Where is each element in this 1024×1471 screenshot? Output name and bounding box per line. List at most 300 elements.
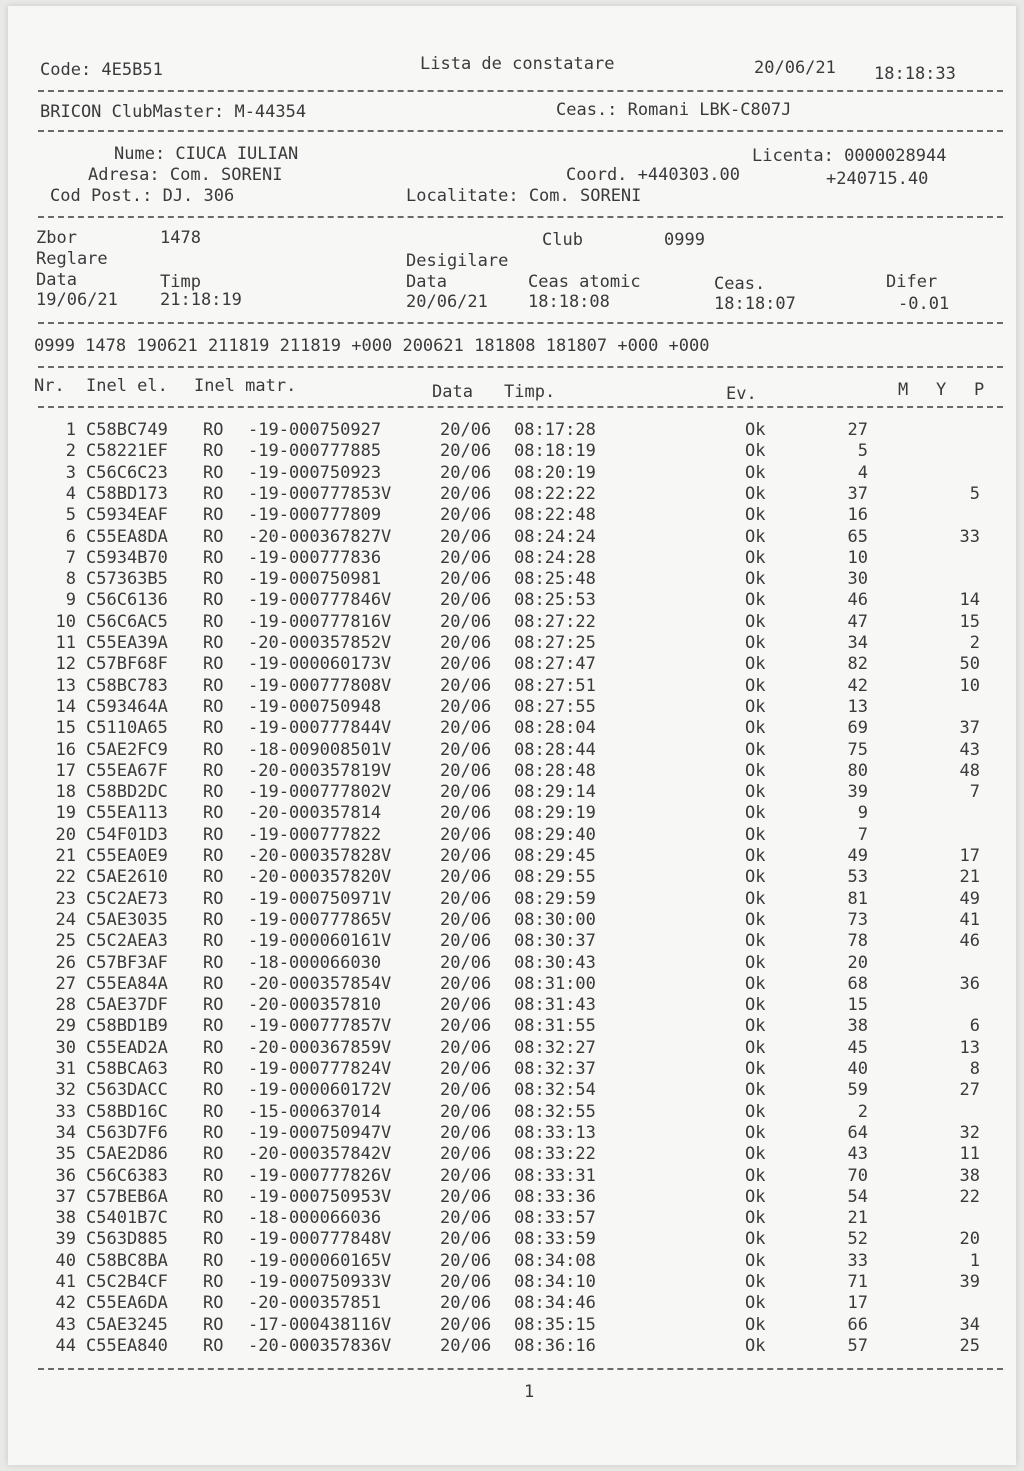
electronic-ring: C5AE37DF bbox=[86, 995, 168, 1016]
ring-number: -19-000777808V bbox=[248, 675, 392, 696]
electronic-ring: C57363B5 bbox=[86, 569, 168, 590]
event-status: Ok bbox=[745, 1335, 766, 1356]
table-row bbox=[8, 548, 1016, 569]
ring-number: -20-000357810 bbox=[248, 995, 382, 1016]
arrival-date: 20/06 bbox=[440, 1250, 492, 1271]
points-p: 21 bbox=[959, 867, 980, 888]
ring-number: -19-000060165V bbox=[248, 1250, 392, 1271]
event-status: Ok bbox=[745, 1165, 766, 1186]
country-code: RO bbox=[203, 483, 224, 504]
country-code: RO bbox=[203, 824, 224, 845]
event-status: Ok bbox=[745, 739, 766, 760]
country-code: RO bbox=[203, 462, 224, 483]
col-header-y: Y bbox=[936, 380, 947, 400]
points-m: 2 bbox=[857, 1101, 868, 1122]
points-m: 68 bbox=[847, 973, 868, 994]
ring-number: -18-000066036 bbox=[248, 1208, 382, 1229]
arrival-time: 08:33:59 bbox=[514, 1229, 596, 1250]
ring-number: -19-000750927 bbox=[248, 420, 382, 440]
electronic-ring: C57BF3AF bbox=[86, 952, 168, 973]
ring-number: -19-000777816V bbox=[248, 611, 392, 632]
points-m: 45 bbox=[847, 1037, 868, 1058]
club-master: BRICON ClubMaster: M-44354 bbox=[40, 102, 307, 122]
country-code: RO bbox=[203, 888, 224, 909]
arrival-date: 20/06 bbox=[440, 1144, 492, 1165]
row-number: 21 bbox=[55, 846, 76, 866]
row-number: 19 bbox=[55, 803, 76, 824]
event-status: Ok bbox=[745, 782, 766, 803]
points-p: 11 bbox=[959, 1144, 980, 1165]
ring-number: -19-000777865V bbox=[248, 909, 392, 930]
electronic-ring: C5934B70 bbox=[86, 547, 168, 568]
arrival-date: 20/06 bbox=[440, 739, 492, 760]
event-status: Ok bbox=[745, 1250, 766, 1271]
country-code: RO bbox=[203, 611, 224, 632]
country-code: RO bbox=[203, 590, 224, 611]
event-status: Ok bbox=[745, 420, 766, 440]
electronic-ring: C58BD1B9 bbox=[86, 1016, 168, 1037]
arrival-date: 20/06 bbox=[440, 526, 492, 547]
table-row bbox=[8, 1102, 1016, 1123]
electronic-ring: C55EA39A bbox=[86, 633, 168, 653]
table-row bbox=[8, 1166, 1016, 1187]
table-row bbox=[8, 1272, 1016, 1293]
points-p: 46 bbox=[959, 931, 980, 952]
points-p: 36 bbox=[959, 973, 980, 994]
points-m: 34 bbox=[847, 633, 868, 653]
arrival-date: 20/06 bbox=[440, 782, 492, 803]
ring-number: -20-000367827V bbox=[248, 526, 392, 547]
arrival-time: 08:22:48 bbox=[514, 505, 596, 526]
arrival-date: 20/06 bbox=[440, 483, 492, 504]
row-number: 22 bbox=[55, 867, 76, 888]
country-code: RO bbox=[203, 995, 224, 1016]
points-p: 43 bbox=[959, 739, 980, 760]
row-number: 8 bbox=[65, 569, 76, 590]
table-row bbox=[8, 676, 1016, 697]
row-number: 5 bbox=[65, 505, 76, 526]
points-m: 40 bbox=[847, 1059, 868, 1079]
points-m: 39 bbox=[847, 782, 868, 803]
event-status: Ok bbox=[745, 888, 766, 909]
table-row bbox=[8, 1016, 1016, 1037]
ring-number: -19-000777826V bbox=[248, 1165, 392, 1186]
flight-number: 1478 bbox=[160, 228, 201, 248]
table-row bbox=[8, 825, 1016, 846]
arrival-time: 08:33:31 bbox=[514, 1165, 596, 1186]
electronic-ring: C5934EAF bbox=[86, 505, 168, 526]
event-status: Ok bbox=[745, 526, 766, 547]
arrival-time: 08:32:55 bbox=[514, 1101, 596, 1122]
club-label: Club bbox=[542, 230, 583, 250]
clock-model: Ceas.: Romani LBK-C807J bbox=[556, 100, 792, 120]
electronic-ring: C57BEB6A bbox=[86, 1186, 168, 1207]
unsealing-date-label: Data bbox=[406, 272, 447, 292]
points-m: 49 bbox=[847, 846, 868, 866]
electronic-ring: C58BC8BA bbox=[86, 1250, 168, 1271]
event-status: Ok bbox=[745, 611, 766, 632]
points-m: 69 bbox=[847, 718, 868, 739]
country-code: RO bbox=[203, 1335, 224, 1356]
points-m: 43 bbox=[847, 1144, 868, 1165]
event-status: Ok bbox=[745, 654, 766, 675]
arrival-time: 08:33:57 bbox=[514, 1208, 596, 1229]
arrival-date: 20/06 bbox=[440, 888, 492, 909]
table-row bbox=[8, 974, 1016, 995]
event-status: Ok bbox=[745, 675, 766, 696]
electronic-ring: C58221EF bbox=[86, 441, 168, 462]
event-status: Ok bbox=[745, 1144, 766, 1165]
ring-number: -20-000357854V bbox=[248, 973, 392, 994]
table-row bbox=[8, 484, 1016, 505]
table-row bbox=[8, 527, 1016, 548]
electronic-ring: C54F01D3 bbox=[86, 824, 168, 845]
ring-number: -19-000777857V bbox=[248, 1016, 392, 1037]
ring-number: -19-000060172V bbox=[248, 1080, 392, 1101]
arrival-date: 20/06 bbox=[440, 1293, 492, 1314]
country-code: RO bbox=[203, 526, 224, 547]
arrival-time: 08:33:36 bbox=[514, 1186, 596, 1207]
row-number: 3 bbox=[65, 462, 76, 483]
country-code: RO bbox=[203, 867, 224, 888]
arrival-date: 20/06 bbox=[440, 654, 492, 675]
arrival-date: 20/06 bbox=[440, 1186, 492, 1207]
row-number: 6 bbox=[65, 526, 76, 547]
table-row bbox=[8, 1293, 1016, 1314]
ring-number: -20-000357820V bbox=[248, 867, 392, 888]
ring-number: -19-000060161V bbox=[248, 931, 392, 952]
country-code: RO bbox=[203, 952, 224, 973]
col-header-p: P bbox=[974, 380, 985, 400]
points-p: 15 bbox=[959, 611, 980, 632]
country-code: RO bbox=[203, 1293, 224, 1314]
table-row bbox=[8, 1059, 1016, 1080]
arrival-time: 08:18:19 bbox=[514, 441, 596, 462]
table-row bbox=[8, 505, 1016, 526]
electronic-ring: C593464A bbox=[86, 696, 168, 717]
arrival-date: 20/06 bbox=[440, 760, 492, 781]
table-row bbox=[8, 1315, 1016, 1336]
owner-address: Adresa: Com. SORENI bbox=[88, 165, 283, 185]
row-number: 44 bbox=[55, 1335, 76, 1356]
points-m: 16 bbox=[847, 505, 868, 526]
country-code: RO bbox=[203, 1314, 224, 1335]
club-number: 0999 bbox=[664, 230, 705, 250]
points-p: 8 bbox=[969, 1059, 980, 1079]
electronic-ring: C56C6383 bbox=[86, 1165, 168, 1186]
electronic-ring: C55EA113 bbox=[86, 803, 168, 824]
event-status: Ok bbox=[745, 1186, 766, 1207]
document-title: Lista de constatare bbox=[420, 54, 615, 74]
difference-label: Difer bbox=[886, 272, 938, 292]
arrival-date: 20/06 bbox=[440, 995, 492, 1016]
points-m: 17 bbox=[847, 1293, 868, 1314]
arrival-date: 20/06 bbox=[440, 1059, 492, 1079]
electronic-ring: C5AE2610 bbox=[86, 867, 168, 888]
points-m: 66 bbox=[847, 1314, 868, 1335]
arrival-date: 20/06 bbox=[440, 1037, 492, 1058]
arrival-date: 20/06 bbox=[440, 1229, 492, 1250]
points-m: 52 bbox=[847, 1229, 868, 1250]
table-row bbox=[8, 1144, 1016, 1165]
arrival-date: 20/06 bbox=[440, 1272, 492, 1292]
electronic-ring: C58BC749 bbox=[86, 420, 168, 440]
points-p: 6 bbox=[969, 1016, 980, 1037]
event-status: Ok bbox=[745, 590, 766, 611]
points-p: 13 bbox=[959, 1037, 980, 1058]
licence-number: Licenta: 0000028944 bbox=[752, 146, 947, 166]
electronic-ring: C563D885 bbox=[86, 1229, 168, 1250]
header-date: 20/06/21 bbox=[754, 58, 836, 78]
arrival-date: 20/06 bbox=[440, 1314, 492, 1335]
setting-time: 21:18:19 bbox=[160, 290, 242, 310]
arrival-date: 20/06 bbox=[440, 1016, 492, 1037]
code-label: Code: 4E5B51 bbox=[40, 60, 163, 80]
event-status: Ok bbox=[745, 1059, 766, 1079]
event-status: Ok bbox=[745, 1080, 766, 1101]
ring-number: -20-000367859V bbox=[248, 1037, 392, 1058]
electronic-ring: C55EA8DA bbox=[86, 526, 168, 547]
table-row bbox=[8, 740, 1016, 761]
electronic-ring: C58BD173 bbox=[86, 483, 168, 504]
event-status: Ok bbox=[745, 1016, 766, 1037]
arrival-date: 20/06 bbox=[440, 803, 492, 824]
table-row bbox=[8, 782, 1016, 803]
table-row bbox=[8, 803, 1016, 824]
event-status: Ok bbox=[745, 483, 766, 504]
electronic-ring: C58BC783 bbox=[86, 675, 168, 696]
points-m: 13 bbox=[847, 696, 868, 717]
arrival-date: 20/06 bbox=[440, 1335, 492, 1356]
arrival-time: 08:28:04 bbox=[514, 718, 596, 739]
table-row bbox=[8, 995, 1016, 1016]
points-m: 38 bbox=[847, 1016, 868, 1037]
divider bbox=[38, 90, 1003, 92]
setting-time-label: Timp bbox=[160, 272, 201, 292]
row-number: 20 bbox=[55, 824, 76, 845]
table-row bbox=[8, 867, 1016, 888]
divider bbox=[38, 216, 1003, 218]
arrival-time: 08:29:55 bbox=[514, 867, 596, 888]
ring-number: -19-000750947V bbox=[248, 1122, 392, 1143]
setting-date-label: Data bbox=[36, 270, 77, 290]
row-number: 24 bbox=[55, 909, 76, 930]
arrival-date: 20/06 bbox=[440, 547, 492, 568]
ring-number: -19-000777802V bbox=[248, 782, 392, 803]
country-code: RO bbox=[203, 654, 224, 675]
divider bbox=[38, 130, 1003, 132]
arrival-time: 08:30:00 bbox=[514, 909, 596, 930]
event-status: Ok bbox=[745, 505, 766, 526]
table-row bbox=[8, 441, 1016, 462]
arrival-time: 08:31:55 bbox=[514, 1016, 596, 1037]
points-m: 5 bbox=[857, 441, 868, 462]
points-p: 33 bbox=[959, 526, 980, 547]
electronic-ring: C55EA840 bbox=[86, 1335, 168, 1356]
event-status: Ok bbox=[745, 1037, 766, 1058]
row-number: 32 bbox=[55, 1080, 76, 1101]
country-code: RO bbox=[203, 739, 224, 760]
ring-number: -19-000750971V bbox=[248, 888, 392, 909]
col-header-inel-el: Inel el. bbox=[86, 376, 168, 396]
arrival-time: 08:29:19 bbox=[514, 803, 596, 824]
points-m: 30 bbox=[847, 569, 868, 590]
event-status: Ok bbox=[745, 1314, 766, 1335]
electronic-ring: C5AE2D86 bbox=[86, 1144, 168, 1165]
arrival-time: 08:20:19 bbox=[514, 462, 596, 483]
arrival-time: 08:32:27 bbox=[514, 1037, 596, 1058]
arrival-date: 20/06 bbox=[440, 696, 492, 717]
event-status: Ok bbox=[745, 1229, 766, 1250]
arrival-date: 20/06 bbox=[440, 931, 492, 952]
ring-number: -19-000777846V bbox=[248, 590, 392, 611]
table-row bbox=[8, 1187, 1016, 1208]
table-row bbox=[8, 1208, 1016, 1229]
table-row bbox=[8, 910, 1016, 931]
arrival-time: 08:34:10 bbox=[514, 1272, 596, 1292]
country-code: RO bbox=[203, 760, 224, 781]
electronic-ring: C57BF68F bbox=[86, 654, 168, 675]
points-m: 75 bbox=[847, 739, 868, 760]
arrival-time: 08:32:37 bbox=[514, 1059, 596, 1079]
points-p: 32 bbox=[959, 1122, 980, 1143]
arrival-time: 08:34:46 bbox=[514, 1293, 596, 1314]
row-number: 41 bbox=[55, 1272, 76, 1292]
event-status: Ok bbox=[745, 1293, 766, 1314]
arrival-time: 08:27:25 bbox=[514, 633, 596, 653]
row-number: 42 bbox=[55, 1293, 76, 1314]
points-m: 20 bbox=[847, 952, 868, 973]
points-p: 10 bbox=[959, 675, 980, 696]
country-code: RO bbox=[203, 633, 224, 653]
row-number: 18 bbox=[55, 782, 76, 803]
points-m: 21 bbox=[847, 1208, 868, 1229]
arrival-time: 08:29:59 bbox=[514, 888, 596, 909]
event-status: Ok bbox=[745, 931, 766, 952]
points-p: 50 bbox=[959, 654, 980, 675]
points-m: 46 bbox=[847, 590, 868, 611]
arrival-time: 08:29:14 bbox=[514, 782, 596, 803]
points-p: 22 bbox=[959, 1186, 980, 1207]
points-p: 14 bbox=[959, 590, 980, 611]
electronic-ring: C5AE3245 bbox=[86, 1314, 168, 1335]
points-p: 5 bbox=[969, 483, 980, 504]
row-number: 38 bbox=[55, 1208, 76, 1229]
printout-page bbox=[8, 6, 1016, 1465]
points-m: 4 bbox=[857, 462, 868, 483]
country-code: RO bbox=[203, 1059, 224, 1079]
ring-number: -19-000777822 bbox=[248, 824, 382, 845]
owner-name: Nume: CIUCA IULIAN bbox=[114, 144, 299, 164]
ring-number: -19-000777809 bbox=[248, 505, 382, 526]
country-code: RO bbox=[203, 973, 224, 994]
col-header-data: Data bbox=[432, 382, 473, 402]
ring-number: -19-000750981 bbox=[248, 569, 382, 590]
row-number: 23 bbox=[55, 888, 76, 909]
points-p: 20 bbox=[959, 1229, 980, 1250]
row-number: 16 bbox=[55, 739, 76, 760]
atomic-clock-label: Ceas atomic bbox=[528, 272, 641, 292]
country-code: RO bbox=[203, 1101, 224, 1122]
table-row bbox=[8, 1123, 1016, 1144]
arrival-time: 08:29:40 bbox=[514, 824, 596, 845]
points-m: 37 bbox=[847, 483, 868, 504]
points-m: 27 bbox=[847, 420, 868, 440]
points-m: 7 bbox=[857, 824, 868, 845]
electronic-ring: C55EA84A bbox=[86, 973, 168, 994]
country-code: RO bbox=[203, 675, 224, 696]
ring-number: -19-000777824V bbox=[248, 1059, 392, 1079]
table-row bbox=[8, 1038, 1016, 1059]
arrival-date: 20/06 bbox=[440, 1080, 492, 1101]
points-p: 34 bbox=[959, 1314, 980, 1335]
arrival-time: 08:27:51 bbox=[514, 675, 596, 696]
country-code: RO bbox=[203, 505, 224, 526]
points-p: 38 bbox=[959, 1165, 980, 1186]
row-number: 29 bbox=[55, 1016, 76, 1037]
points-p: 2 bbox=[969, 633, 980, 653]
event-status: Ok bbox=[745, 1101, 766, 1122]
ring-number: -19-000777848V bbox=[248, 1229, 392, 1250]
row-number: 4 bbox=[65, 483, 76, 504]
header-time: 18:18:33 bbox=[874, 64, 956, 84]
electronic-ring: C5AE3035 bbox=[86, 909, 168, 930]
arrival-date: 20/06 bbox=[440, 1122, 492, 1143]
arrival-date: 20/06 bbox=[440, 909, 492, 930]
col-header-timp: Timp. bbox=[504, 382, 556, 402]
ring-number: -19-000060173V bbox=[248, 654, 392, 675]
points-m: 15 bbox=[847, 995, 868, 1016]
points-m: 73 bbox=[847, 909, 868, 930]
event-status: Ok bbox=[745, 824, 766, 845]
country-code: RO bbox=[203, 420, 224, 440]
arrival-date: 20/06 bbox=[440, 462, 492, 483]
row-number: 17 bbox=[55, 760, 76, 781]
unsealing-date: 20/06/21 bbox=[406, 292, 488, 312]
points-p: 41 bbox=[959, 909, 980, 930]
points-m: 64 bbox=[847, 1122, 868, 1143]
arrival-time: 08:24:28 bbox=[514, 547, 596, 568]
row-number: 30 bbox=[55, 1037, 76, 1058]
table-row bbox=[8, 654, 1016, 675]
points-p: 49 bbox=[959, 888, 980, 909]
table-row bbox=[8, 420, 1016, 441]
points-m: 42 bbox=[847, 675, 868, 696]
setting-date: 19/06/21 bbox=[36, 290, 118, 310]
electronic-ring: C55EA6DA bbox=[86, 1293, 168, 1314]
ring-number: -17-000438116V bbox=[248, 1314, 392, 1335]
electronic-ring: C563DACC bbox=[86, 1080, 168, 1101]
electronic-ring: C58BD16C bbox=[86, 1101, 168, 1122]
country-code: RO bbox=[203, 803, 224, 824]
arrival-date: 20/06 bbox=[440, 952, 492, 973]
row-number: 12 bbox=[55, 654, 76, 675]
arrival-date: 20/06 bbox=[440, 1208, 492, 1229]
arrival-time: 08:31:43 bbox=[514, 995, 596, 1016]
table-row bbox=[8, 590, 1016, 611]
col-header-m: M bbox=[898, 380, 909, 400]
ring-number: -19-000777836 bbox=[248, 547, 382, 568]
electronic-ring: C5110A65 bbox=[86, 718, 168, 739]
arrival-date: 20/06 bbox=[440, 718, 492, 739]
points-m: 10 bbox=[847, 547, 868, 568]
arrival-time: 08:27:55 bbox=[514, 696, 596, 717]
points-p: 48 bbox=[959, 760, 980, 781]
row-number: 31 bbox=[55, 1059, 76, 1079]
table-row bbox=[8, 612, 1016, 633]
table-row bbox=[8, 697, 1016, 718]
points-m: 70 bbox=[847, 1165, 868, 1186]
